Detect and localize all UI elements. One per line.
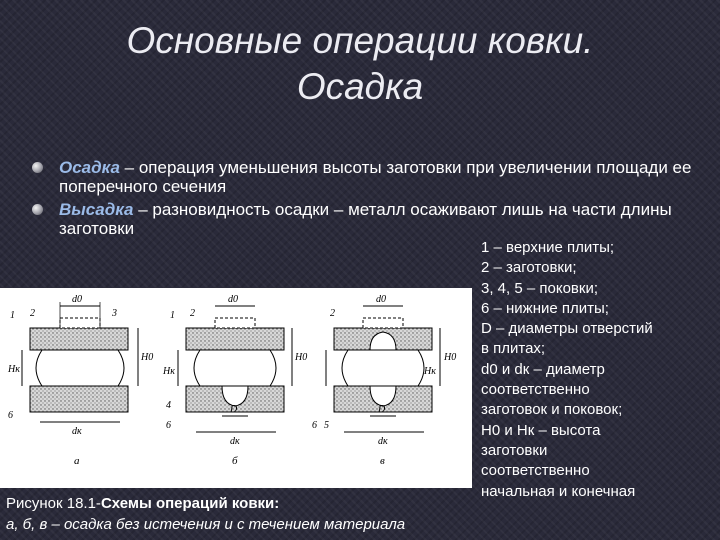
bullet-term: Осадка (59, 158, 120, 177)
workpiece-outline (363, 318, 403, 328)
sub-label-b: б (232, 455, 238, 467)
label-hk: Hк (424, 366, 436, 377)
label-h0: H0 (295, 352, 308, 363)
legend-line: начальная и конечная (481, 482, 636, 500)
legend-line: d0 и dк – диаметр (481, 360, 605, 378)
label-hk: Hк (8, 364, 20, 375)
caption-prefix: Рисунок 18.1- (6, 495, 101, 512)
legend-line: 2 – заготовки; (481, 259, 577, 277)
upper-plate (30, 328, 128, 350)
label-6: 6 (166, 420, 171, 431)
legend-line: D – диаметры отверстий (481, 320, 653, 338)
workpiece-outline (60, 318, 100, 328)
label-dk: dк (378, 436, 388, 447)
bullet-icon (32, 204, 43, 215)
forging-outline (194, 350, 276, 386)
upper-plate (186, 328, 284, 350)
label-d0: d0 (72, 294, 82, 305)
legend-line: заготовки (481, 441, 548, 459)
caption-line-1 (6, 493, 405, 514)
lower-plate (30, 386, 128, 412)
label-2: 2 (190, 308, 195, 319)
label-6: 6 (8, 410, 13, 421)
legend-line: 6 – нижние плиты; (481, 299, 609, 317)
workpiece-outline (215, 318, 255, 328)
scheme-a (7, 294, 153, 467)
label-1: 1 (10, 310, 15, 321)
title-line-2: Осадка (296, 66, 424, 107)
title-line-1: Основные операции ковки. (126, 20, 594, 61)
figure-legend (481, 238, 716, 502)
upsetting-schemes-diagram (0, 288, 472, 488)
label-2: 2 (30, 308, 35, 319)
legend-line: 3, 4, 5 – поковки; (481, 279, 598, 297)
bullet-list (32, 158, 702, 242)
legend-line: H0 и Hк – высота (481, 421, 601, 439)
label-D: D (230, 404, 238, 415)
figure-caption (6, 493, 405, 535)
caption-line-2: а, б, в – осадка без истечения и с течением материала (6, 516, 406, 533)
label-d0: d0 (376, 294, 386, 305)
bullet-icon (32, 162, 43, 173)
label-hk: Hк (163, 366, 175, 377)
forging-outline (36, 350, 124, 386)
label-1: 1 (170, 310, 175, 321)
legend-line: соответственно (481, 381, 590, 399)
bullet-term: Высадка (59, 200, 134, 219)
forging-outline (342, 350, 424, 386)
label-h0: H0 (141, 352, 154, 363)
forging-figure (0, 288, 472, 488)
bullet-osadka (32, 158, 702, 196)
legend-line: заготовок и поковок; (481, 401, 623, 419)
bullet-vysadka (32, 200, 702, 238)
scheme-c (312, 294, 456, 467)
legend-line: соответственно (481, 462, 590, 480)
legend-line: в плитах; (481, 340, 546, 358)
label-2: 2 (330, 308, 335, 319)
label-6: 6 (312, 420, 317, 431)
label-dk: dк (72, 426, 82, 437)
label-d0: d0 (228, 294, 238, 305)
bullet-text: – операция уменьшения высоты заготовки при увеличении площади ее поперечного сечения (59, 158, 692, 196)
label-5: 5 (324, 420, 329, 431)
scheme-b (162, 294, 307, 467)
label-4: 4 (166, 400, 171, 411)
bullet-text: – разновидность осадки – металл осаживают лишь на части длины заготовки (59, 200, 672, 238)
caption-title: Схемы операций ковки: (100, 495, 280, 512)
sub-label-c: в (380, 455, 385, 467)
slide-title (0, 18, 720, 110)
sub-label-a: а (74, 455, 80, 467)
label-D: D (378, 404, 386, 415)
label-3: 3 (112, 308, 117, 319)
label-h0: H0 (444, 352, 457, 363)
label-dk: dк (230, 436, 240, 447)
legend-line: 1 – верхние плиты; (481, 239, 615, 256)
